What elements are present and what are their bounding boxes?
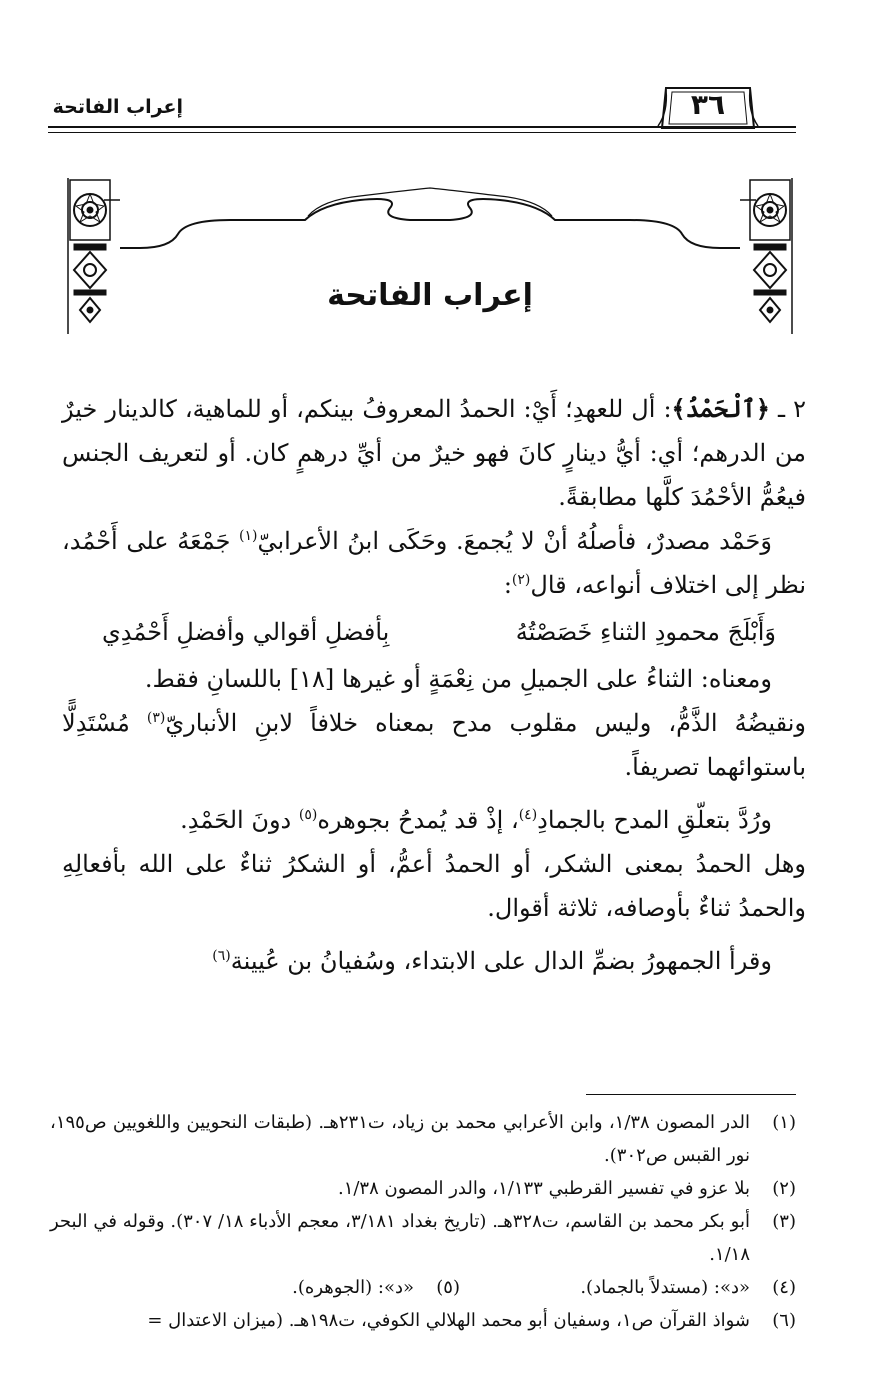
footnote-2 [50, 1172, 796, 1205]
footnote-number: (٦) [772, 1310, 796, 1331]
paragraph-1 [62, 387, 806, 519]
footnote-text: أبو بكر محمد بن القاسم، ت٣٢٨هـ. (تاريخ بغداد ٣/١٨١، معجم الأدباء ١٨/ ٣٠٧). وقوله في البحر ١/١٨. [50, 1211, 750, 1265]
quran-word: ﴿ٱلْحَمْدُ﴾ [671, 394, 770, 423]
body-text [62, 387, 806, 983]
footnote-1 [50, 1106, 796, 1172]
verse-first-hemistich: وَأَبْلَجَ محمودِ الثناءِ خَصَصْتُهُ [515, 618, 776, 646]
paragraph-text: وَحَمْد مصدرٌ، فأصلُهُ أنْ لا يُجمعَ. وحَكَى ابنُ الأعرابيّ [257, 527, 772, 555]
footnote-ref: (٦) [212, 948, 231, 964]
footnote-3 [50, 1205, 796, 1271]
left-ornament [70, 180, 110, 322]
footnote-separator [586, 1094, 796, 1095]
paragraph-4 [62, 701, 806, 789]
footnote-number: (١) [772, 1112, 796, 1133]
footnotes [50, 1106, 796, 1337]
footnote-number: (٣) [772, 1211, 796, 1232]
footnote-ref: (١) [239, 528, 258, 544]
footnote-split-line [50, 1271, 750, 1304]
footnote-text: بلا عزو في تفسير القرطبي ١/١٣٣، والدر المصون ١/٣٨. [337, 1178, 750, 1199]
footnote-number: (٢) [772, 1178, 796, 1199]
footnote-ref: (٢) [511, 572, 531, 588]
footnote-text: شواذ القرآن ص١، وسفيان أبو محمد الهلالي الكوفي، ت١٩٨هـ. (ميزان الاعتدال = [147, 1310, 750, 1331]
chapter-title: إعراب الفاتحة [327, 278, 533, 313]
footnote-ref: (٤) [518, 807, 538, 823]
running-title: إعراب الفاتحة [52, 96, 183, 118]
paragraph-text: ومعناه: الثناءُ على الجميلِ من نِعْمَةٍ أو غيرها [١٨] باللسانِ فقط. [144, 665, 772, 693]
paragraph-text: ، إذْ قد يُمدحُ بجوهره [317, 806, 519, 834]
paragraph-7 [62, 939, 806, 983]
chapter-banner-ornament [60, 174, 800, 344]
footnote-number: (٤) [772, 1277, 796, 1298]
right-ornament [750, 180, 790, 322]
footnote-ref: (٥) [298, 807, 318, 823]
page-number: ٣٦ [690, 88, 726, 121]
paragraph-5 [62, 798, 806, 842]
footnote-text: «د»: (الجوهره). [292, 1277, 414, 1298]
paragraph-text: وهل الحمدُ بمعنى الشكر، أو الحمدُ أعمُّ، أو الشكرُ ثناءٌ على الله بأفعالِهِ والحمدُ ثناءٌ بأوصافه، ثلاثة أقوال. [62, 850, 806, 922]
footnote-text: الدر المصون ١/٣٨، وابن الأعرابي محمد بن زياد، ت٢٣١هـ. (طبقات النحويين واللغويين ص١٩٥، نور القبس ص٣٠٢). [50, 1112, 750, 1166]
footnote-ref: (٣) [146, 710, 166, 726]
footnote-number: (٥) [436, 1277, 460, 1298]
footnote-text: «د»: (مستدلاً بالجماد). [580, 1277, 750, 1298]
paragraph-6 [62, 842, 806, 930]
footnote-6 [50, 1304, 796, 1337]
verse-second-hemistich: بِأفضلِ أقوالي وأفضلِ أَحْمُدِي [102, 618, 390, 646]
footnote-4-5 [50, 1271, 796, 1304]
paragraph-text: : [503, 571, 512, 599]
paragraph-3 [62, 657, 806, 701]
paragraph-text: ورُدَّ بتعلّقِ المدح بالجمادِ [537, 806, 772, 834]
paragraph-text: جَمْعَهُ على أَحْمُد، نظر إلى اختلاف أنواعه، قال [62, 527, 806, 599]
poetry-verse [62, 610, 806, 654]
item-number: ٢ ـ [769, 395, 806, 423]
paragraph-text: دونَ الحَمْدِ. [180, 806, 299, 834]
paragraph-text: مُسْتَدِلًّا باستوائهما تصريفاً. [62, 709, 806, 781]
paragraph-text: ونقيضُهُ الذَّمُّ، وليس مقلوب مدح بمعناه خلافاً لابنِ الأنباريّ [165, 709, 806, 737]
paragraph-2 [62, 519, 806, 607]
paragraph-text: وقرأ الجمهورُ بضمِّ الدال على الابتداء، وسُفيانُ بن عُيينة [230, 947, 772, 975]
paragraph-text: : أل للعهدِ؛ أَيْ: الحمدُ المعروفُ بينكم، أو للماهية، كالدينار خيرٌ من الدرهم؛ أي: أيُّ دينارٍ كانَ فهو خيرٌ من أيِّ درهمٍ كان. أو لتعريف الجنس فيعُمُّ الأحْمُدَ كلَّها مطابقةً. [62, 395, 806, 511]
